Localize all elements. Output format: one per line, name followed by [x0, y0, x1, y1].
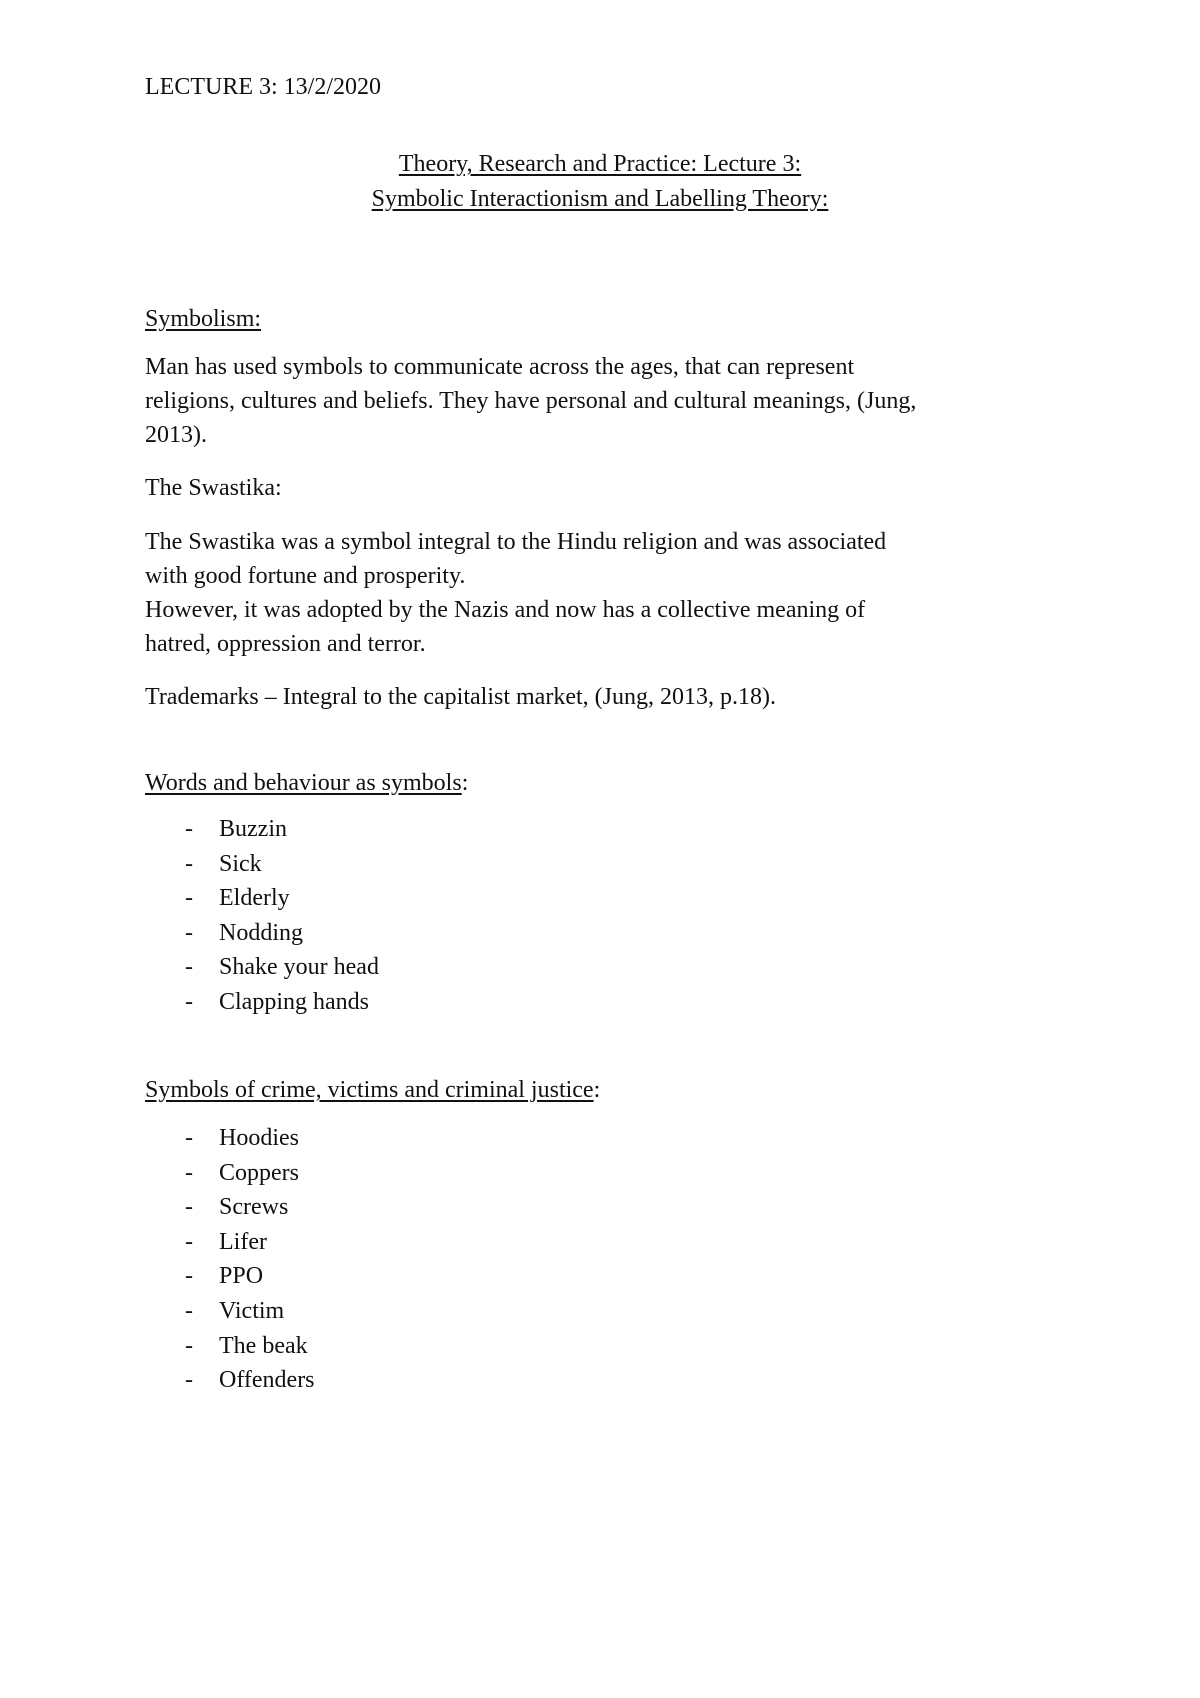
words-section-heading — [145, 766, 468, 800]
list-item-text: Shake your head — [219, 954, 379, 981]
bullet-dash: - — [185, 988, 193, 1015]
symbolism-intro-line: Man has used symbols to communicate across the ages, that can represent — [145, 354, 855, 380]
bullet-dash: - — [185, 885, 193, 912]
crime-section-heading — [145, 1073, 600, 1107]
swastika-paragraph-line: The Swastika was a symbol integral to the Hindu religion and was associated — [145, 529, 887, 555]
document-title-line1: Theory, Research and Practice: Lecture 3: — [398, 151, 802, 177]
list-item-text: Elderly — [219, 885, 290, 912]
crime-section-heading-colon: : — [593, 1077, 601, 1103]
bullet-dash: - — [185, 1297, 193, 1324]
symbolism-intro-line: religions, cultures and beliefs. They have personal and cultural meanings, (Jung, — [145, 388, 917, 414]
swastika-paragraph-line: hatred, oppression and terror. — [145, 631, 426, 657]
list-item-text: Victim — [219, 1297, 285, 1324]
list-item-text: PPO — [219, 1263, 264, 1290]
words-section-heading-colon: : — [461, 770, 469, 796]
trademarks-line: Trademarks – Integral to the capitalist market, (Jung, 2013, p.18). — [145, 684, 776, 710]
document-title-line2: Symbolic Interactionism and Labelling Theory: — [371, 186, 829, 212]
symbolism-heading: Symbolism: — [145, 306, 262, 332]
bullet-dash: - — [185, 1194, 193, 1221]
bullet-dash: - — [185, 919, 193, 946]
list-item-text: The beak — [219, 1332, 308, 1359]
lecture-date-line: LECTURE 3: 13/2/2020 — [145, 74, 381, 100]
list-item-text: Coppers — [219, 1159, 299, 1186]
words-section-heading-text: Words and behaviour as symbols — [145, 770, 462, 796]
list-item-text: Hoodies — [219, 1125, 299, 1151]
bullet-dash: - — [185, 1367, 193, 1394]
bullet-dash: - — [185, 850, 193, 877]
bullet-dash: - — [185, 816, 193, 842]
bullet-dash: - — [185, 1159, 193, 1186]
crime-section-heading-text: Symbols of crime, victims and criminal justice — [145, 1077, 594, 1103]
bullet-dash: - — [185, 1263, 193, 1290]
swastika-paragraph-line: with good fortune and prosperity. — [145, 563, 466, 589]
swastika-paragraph-line: However, it was adopted by the Nazis and now has a collective meaning of — [145, 597, 866, 623]
bullet-dash: - — [185, 1332, 193, 1359]
list-item-text: Offenders — [219, 1367, 315, 1394]
symbolism-intro-line: 2013). — [145, 422, 207, 448]
list-item-text: Sick — [219, 850, 262, 877]
swastika-label: The Swastika: — [145, 475, 282, 501]
list-item-text: Clapping hands — [219, 988, 369, 1015]
list-item-text: Lifer — [219, 1228, 267, 1255]
bullet-dash: - — [185, 954, 193, 981]
bullet-dash: - — [185, 1228, 193, 1255]
list-item-text: Screws — [219, 1194, 289, 1221]
list-item-text: Nodding — [219, 919, 303, 946]
bullet-dash: - — [185, 1125, 193, 1151]
list-item-text: Buzzin — [219, 816, 287, 842]
